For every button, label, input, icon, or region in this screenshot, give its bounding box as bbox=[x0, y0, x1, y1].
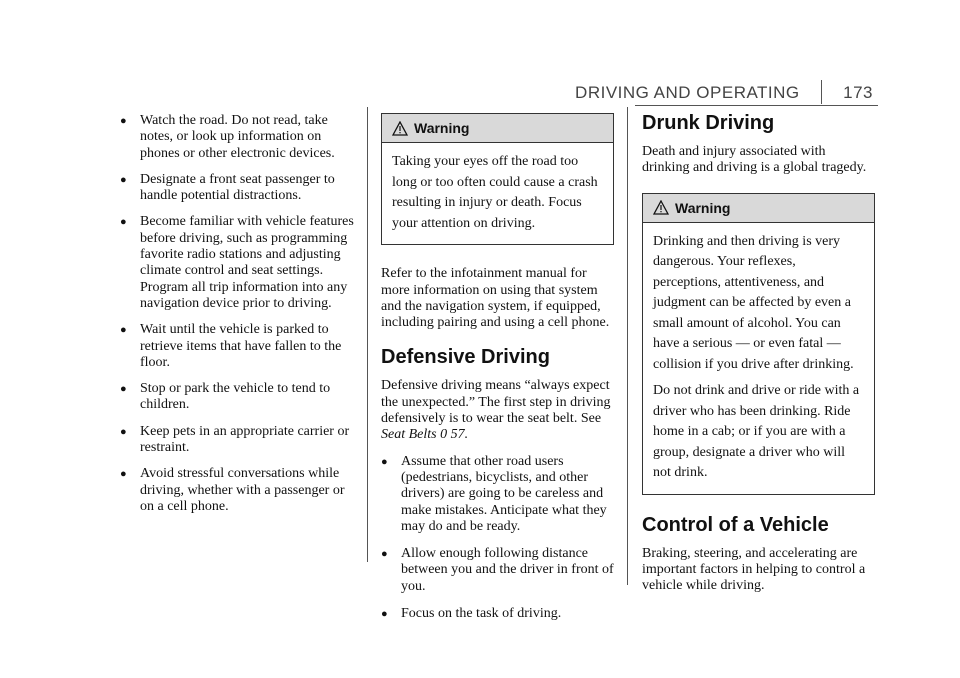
list-item-text: Wait until the vehicle is parked to retrieve items that have fallen to the floor. bbox=[140, 322, 342, 370]
warning-triangle-icon bbox=[653, 200, 669, 215]
list-item-text: Focus on the task of driving. bbox=[401, 606, 562, 622]
column-divider-2 bbox=[627, 107, 628, 585]
warning-text: Taking your eyes off the road too long or too often could cause a crash resulting in injury or death. Focus your attention on driving. bbox=[392, 154, 598, 231]
defensive-driving-text: Defensive driving means “always expect the unexpected.” The first step in driving defensively is to wear the seat belt. See bbox=[381, 378, 611, 427]
list-item bbox=[381, 606, 614, 622]
control-paragraph: Braking, steering, and accelerating are important factors in helping to control a vehicle while driving. bbox=[642, 545, 866, 594]
warning-title: Warning bbox=[414, 120, 470, 136]
section-title: DRIVING AND OPERATING bbox=[575, 83, 800, 102]
warning-header bbox=[643, 194, 874, 223]
bullet-dot-icon: ● bbox=[381, 608, 388, 621]
page-number: 173 bbox=[843, 83, 873, 102]
list-item-text: Watch the road. Do not read, take notes, or look up information on phones or other electronic devices. bbox=[140, 113, 335, 161]
column-1 bbox=[120, 113, 355, 525]
list-item-text: Become familiar with vehicle features before driving, such as programming favorite radio stations and adjusting climate control and seat settings. Program all trip information into any navigation device prior to driving. bbox=[140, 214, 354, 311]
bullet-dot-icon: ● bbox=[120, 468, 127, 481]
bullet-dot-icon: ● bbox=[120, 324, 127, 337]
seat-belts-page-ref: 0 57. bbox=[436, 427, 469, 443]
bullet-dot-icon: ● bbox=[120, 216, 127, 229]
list-item bbox=[381, 546, 614, 595]
warning-title: Warning bbox=[675, 199, 731, 216]
defensive-driving-paragraph bbox=[381, 378, 614, 443]
drunk-driving-heading: Drunk Driving bbox=[642, 112, 775, 134]
warning-body bbox=[643, 223, 874, 494]
list-item bbox=[120, 466, 355, 515]
list-item bbox=[120, 214, 355, 312]
bullet-dot-icon: ● bbox=[120, 425, 127, 438]
list-item-text: Allow enough following distance between you and the driver in front of you. bbox=[401, 546, 614, 594]
list-item-text: Stop or park the vehicle to tend to children. bbox=[140, 381, 331, 413]
bullet-dot-icon: ● bbox=[381, 548, 388, 561]
warning-header bbox=[382, 114, 613, 143]
seat-belts-link[interactable]: Seat Belts bbox=[381, 427, 437, 443]
header-divider bbox=[821, 80, 822, 104]
control-heading: Control of a Vehicle bbox=[642, 513, 829, 536]
list-item bbox=[381, 454, 614, 535]
list-item-text: Keep pets in an appropriate carrier or restraint. bbox=[140, 423, 350, 456]
list-item bbox=[120, 172, 355, 205]
warning-box bbox=[381, 113, 614, 245]
bullet-dot-icon: ● bbox=[120, 115, 127, 127]
list-item bbox=[120, 424, 355, 457]
warning-text-1: Drinking and then driving is very dangerous. Your reflexes, perceptions, attentiveness, and judgment can be affected by even a small amount of alcohol. You can have a serious — or even fatal — collision if you drive after drinking. bbox=[653, 233, 854, 372]
page-header bbox=[575, 80, 873, 104]
bullet-dot-icon: ● bbox=[381, 455, 388, 468]
column-3 bbox=[642, 105, 875, 605]
defensive-driving-heading: Defensive Driving bbox=[381, 346, 550, 369]
drunk-driving-paragraph: Death and injury associated with drinking and driving is a global tragedy. bbox=[642, 144, 867, 176]
list-item-text: Assume that other road users (pedestrians, bicyclists, and other drivers) are going to be careless and make mistakes. Anticipate what they may do and be ready. bbox=[401, 453, 607, 534]
warning-box bbox=[642, 193, 875, 495]
list-item bbox=[120, 381, 355, 414]
list-item bbox=[120, 113, 355, 162]
bullet-dot-icon: ● bbox=[120, 383, 127, 396]
column-divider-1 bbox=[367, 107, 368, 562]
list-item bbox=[120, 322, 355, 371]
column-2 bbox=[381, 113, 614, 633]
bullet-dot-icon: ● bbox=[120, 173, 127, 186]
warning-text-2: Do not drink and drive or ride with a driver who has been drinking. Ride home in a cab; or if you are with a group, designate a driver who will not drink. bbox=[653, 383, 860, 481]
warning-triangle-icon bbox=[392, 121, 408, 136]
list-item-text: Avoid stressful conversations while driving, whether with a passenger or on a cell phone. bbox=[140, 466, 345, 514]
warning-body bbox=[382, 143, 613, 244]
list-item-text: Designate a front seat passenger to handle potential distractions. bbox=[140, 171, 335, 204]
infotainment-paragraph: Refer to the infotainment manual for more information on using that system and the navigation system, if equipped, including pairing and using a cell phone. bbox=[381, 266, 610, 331]
